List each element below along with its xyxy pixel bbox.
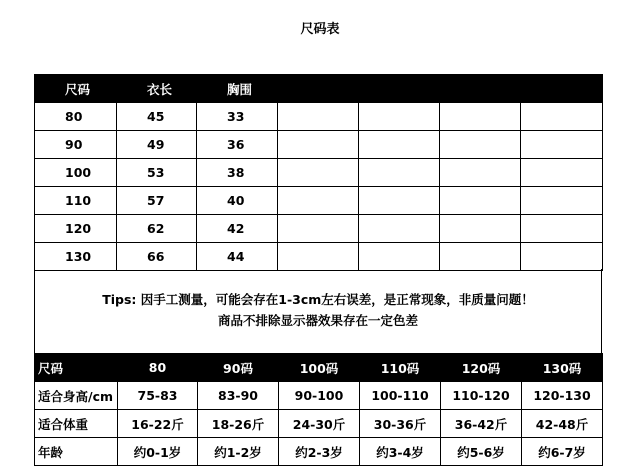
row-label: 适合身高/cm [35, 382, 118, 410]
table-cell: 24-30斤 [279, 410, 360, 438]
empty-cell [440, 131, 521, 159]
table-cell: 45 [117, 103, 197, 131]
page-title: 尺码表 [300, 22, 340, 37]
table-cell: 18-26斤 [198, 410, 279, 438]
empty-cell [278, 215, 359, 243]
table-row [35, 187, 603, 215]
table-cell: 44 [197, 243, 278, 271]
table-cell: 约6-7岁 [522, 438, 603, 466]
table-cell: 约2-3岁 [279, 438, 360, 466]
empty-cell [359, 243, 440, 271]
empty-cell [440, 159, 521, 187]
size-table [34, 74, 603, 271]
empty-cell [521, 131, 603, 159]
header-cell-size: 尺码 [35, 354, 118, 382]
empty-cell [440, 103, 521, 131]
table-cell: 42 [197, 215, 278, 243]
table-cell: 75-83 [118, 382, 198, 410]
table-cell: 33 [197, 103, 278, 131]
table-cell: 约1-2岁 [198, 438, 279, 466]
row-label: 年龄 [35, 438, 118, 466]
table-row [35, 131, 603, 159]
empty-cell [521, 159, 603, 187]
empty-cell [359, 131, 440, 159]
row-label: 适合体重 [35, 410, 118, 438]
table-cell: 90-100 [279, 382, 360, 410]
empty-cell [521, 243, 603, 271]
header-cell-size: 尺码 [35, 75, 117, 103]
header-cell: 100码 [279, 354, 360, 382]
empty-cell [521, 187, 603, 215]
empty-cell [359, 159, 440, 187]
table-cell: 40 [197, 187, 278, 215]
header-cell: 130码 [522, 354, 603, 382]
table-cell: 120 [35, 215, 117, 243]
tips-measurement-note: Tips: 因手工测量，可能会存在1-3cm左右误差，是正常现象，非质量问题！ [102, 292, 534, 307]
empty-cell [278, 243, 359, 271]
table-cell: 110-120 [441, 382, 522, 410]
header-cell-empty [521, 75, 603, 103]
table-cell: 100-110 [360, 382, 441, 410]
table-row [35, 159, 603, 187]
table-cell: 90 [35, 131, 117, 159]
table-row [35, 243, 603, 271]
table-cell: 62 [117, 215, 197, 243]
header-cell: 120码 [441, 354, 522, 382]
table-cell: 80 [35, 103, 117, 131]
table-cell: 38 [197, 159, 278, 187]
empty-cell [278, 131, 359, 159]
size-table-header [35, 75, 603, 103]
table-cell: 30-36斤 [360, 410, 441, 438]
table-row [35, 410, 603, 438]
header-cell-empty [440, 75, 521, 103]
empty-cell [521, 103, 603, 131]
header-cell-chest: 胸围 [197, 75, 278, 103]
empty-cell [359, 187, 440, 215]
header-cell: 80 [118, 354, 198, 382]
table-row [35, 438, 603, 466]
empty-cell [521, 215, 603, 243]
table-cell: 约0-1岁 [118, 438, 198, 466]
table-cell: 49 [117, 131, 197, 159]
fit-table-header [35, 354, 603, 382]
empty-cell [359, 215, 440, 243]
table-cell: 57 [117, 187, 197, 215]
header-cell-empty [359, 75, 440, 103]
table-row [35, 382, 603, 410]
empty-cell [440, 187, 521, 215]
table-cell: 66 [117, 243, 197, 271]
table-cell: 16-22斤 [118, 410, 198, 438]
table-cell: 36-42斤 [441, 410, 522, 438]
tips-color-note: 商品不排除显示器效果存在一定色差 [217, 313, 418, 328]
empty-cell [278, 103, 359, 131]
table-cell: 53 [117, 159, 197, 187]
header-cell-length: 衣长 [117, 75, 197, 103]
empty-cell [440, 215, 521, 243]
table-cell: 36 [197, 131, 278, 159]
table-cell: 约5-6岁 [441, 438, 522, 466]
empty-cell [359, 103, 440, 131]
empty-cell [440, 243, 521, 271]
table-cell: 100 [35, 159, 117, 187]
header-cell: 90码 [198, 354, 279, 382]
table-row [35, 215, 603, 243]
table-cell: 110 [35, 187, 117, 215]
table-cell: 约3-4岁 [360, 438, 441, 466]
table-cell: 42-48斤 [522, 410, 603, 438]
table-cell: 83-90 [198, 382, 279, 410]
tips-box [34, 269, 602, 353]
header-cell-empty [278, 75, 359, 103]
empty-cell [278, 187, 359, 215]
empty-cell [278, 159, 359, 187]
table-row [35, 103, 603, 131]
table-cell: 120-130 [522, 382, 603, 410]
header-cell: 110码 [360, 354, 441, 382]
fit-table [34, 353, 603, 466]
table-cell: 130 [35, 243, 117, 271]
